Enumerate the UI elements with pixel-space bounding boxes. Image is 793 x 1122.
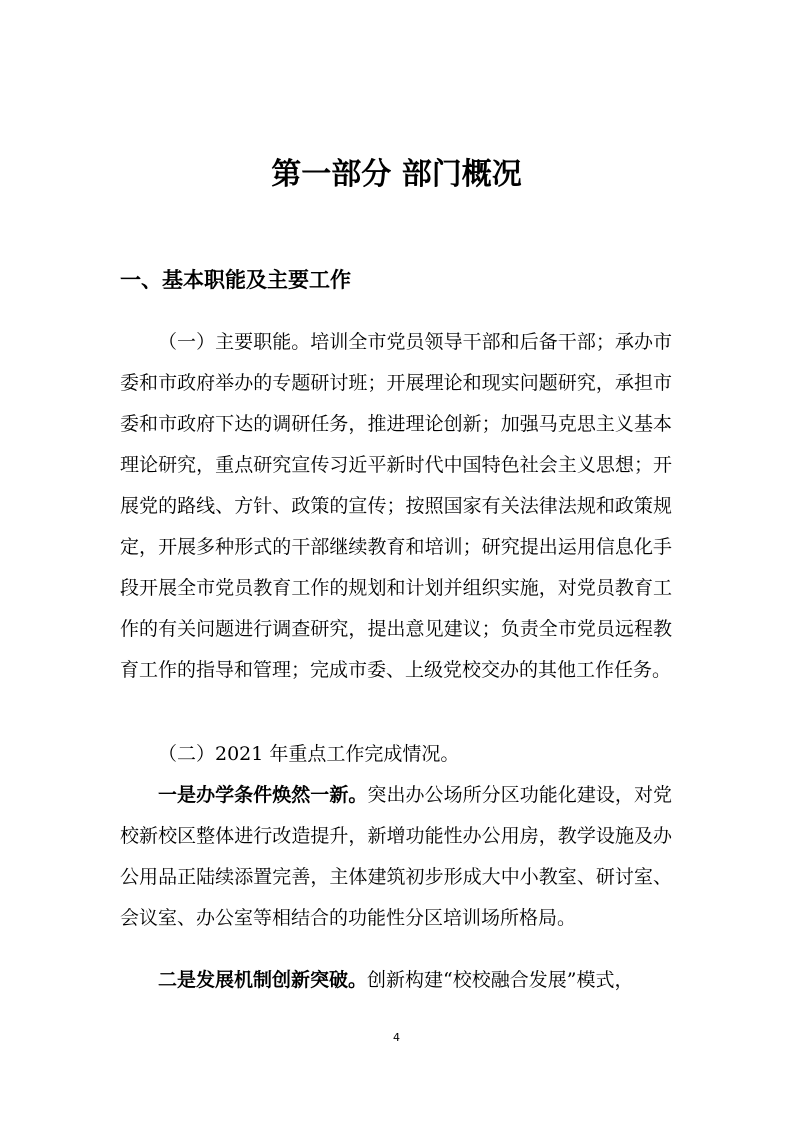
page-number: 4 (393, 1031, 400, 1044)
paragraph-lead-text: 一是办学条件焕然一新。 (158, 784, 368, 806)
section-heading: 一、基本职能及主要工作 (120, 268, 351, 292)
paragraph-main-duties: （一）主要职能。培训全市党员领导干部和后备干部；承办市委和市政府举办的专题研讨班；开展理论和现实问题研究，承担市委和市政府下达的调研任务，推进理论创新；加强马克思主义基本理论研究，重点研究宣传习近平新时代中国特色社会主义思想；开展党的路线、方针、政策的宣传；按照国家有关法律法规和政策规定，开展多种形式的干部继续教育和培训；研究提出运用信息化手段开展全市党员教育工作的规划和计划并组织实施，对党员教育工作的有关问题进行调查研究，提出意见建议；负责全市党员远程教育工作的指导和管理；完成市委、上级党校交办的其他工作任务。 (120, 331, 672, 681)
paragraph-body-text: 创新构建“校校融合发展”模式， (367, 969, 634, 991)
paragraph-school-conditions (120, 775, 672, 939)
paragraph-body-text: 突出办公场所分区功能化建设，对党校新校区整体进行改造提升，新增功能性办公用房，教学设施及办公用品正陆续添置完善，主体建筑初步形成大中小教室、研讨室、会议室、办公室等相结合的功能性分区培训场所格局。 (120, 784, 672, 929)
paragraph-key-work-heading: （二）2021 年重点工作完成情况。 (158, 743, 460, 765)
paragraph-lead-text: 二是发展机制创新突破。 (158, 969, 368, 991)
paragraph-mechanism-innovation (120, 960, 672, 1001)
page-title: 第一部分 部门概况 (271, 157, 522, 192)
